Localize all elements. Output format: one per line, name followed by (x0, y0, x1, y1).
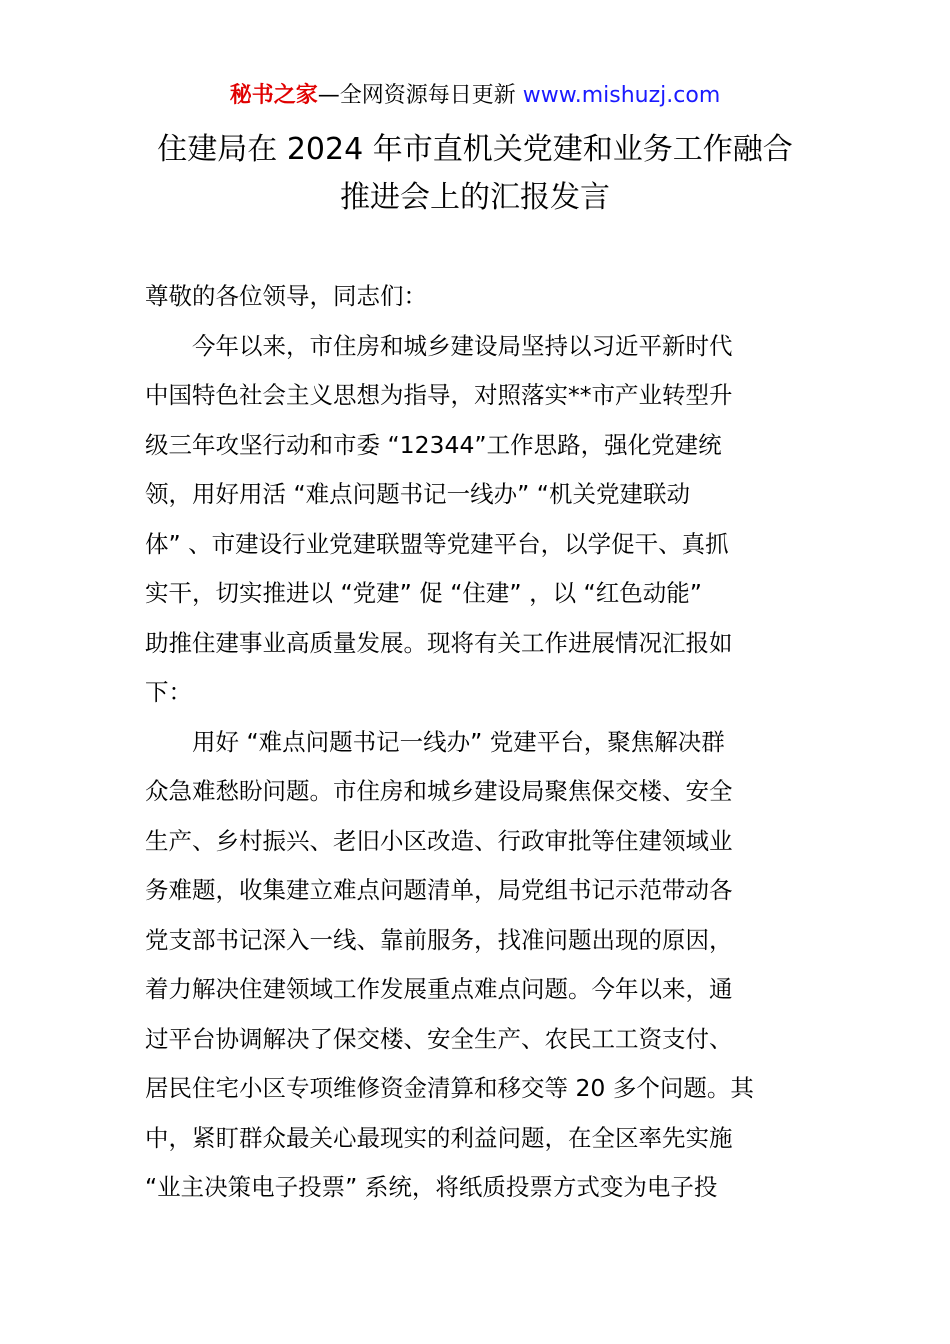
header-tagline: —全网资源每日更新 (317, 83, 523, 108)
body-line: 党支部书记深入一线、靠前服务，找准问题出现的原因， (145, 925, 733, 954)
body-line: 众急难愁盼问题。市住房和城乡建设局聚焦保交楼、安全 (145, 777, 733, 805)
body-line: 中国特色社会主义思想为指导，对照落实**市产业转型升 (145, 381, 733, 409)
site-url-link[interactable]: www.mishuzj.com (522, 83, 721, 108)
document-body (145, 272, 810, 1213)
body-line: 过平台协调解决了保交楼、安全生产、农民工工资支付、 (145, 1024, 733, 1053)
body-line: 助推住建事业高质量发展。现将有关工作进展情况汇报如 (145, 628, 733, 657)
body-line: 今年以来，市住房和城乡建设局坚持以习近平新时代 (145, 331, 733, 360)
brand-name: 秘书之家 (229, 83, 318, 108)
body-line: 体” 、市建设行业党建联盟等党建平台，以学促干、真抓 (145, 529, 729, 558)
body-line: 务难题，收集建立难点问题清单，局党组书记示范带动各 (145, 876, 733, 904)
body-line: 中，紧盯群众最关心最现实的利益问题，在全区率先实施 (145, 1123, 733, 1152)
document-title (100, 126, 850, 222)
salutation: 尊敬的各位领导，同志们： (145, 282, 427, 310)
body-line: 着力解决住建领域工作发展重点难点问题。今年以来，通 (145, 975, 733, 1003)
site-header (0, 80, 950, 112)
title-line-1: 住建局在 2024 年市直机关党建和业务工作融合 (157, 132, 793, 167)
body-line: 实干，切实推进以 “党建” 促 “住建” ，以 “红色动能” (145, 579, 702, 607)
title-line-2: 推进会上的汇报发言 (340, 180, 610, 215)
body-line: 下： (145, 678, 192, 706)
body-line: “业主决策电子投票” 系统，将纸质投票方式变为电子投 (145, 1173, 718, 1201)
body-line: 生产、乡村振兴、老旧小区改造、行政审批等住建领域业 (145, 826, 733, 855)
body-line: 居民住宅小区专项维修资金清算和移交等 20 多个问题。其 (145, 1074, 754, 1102)
body-line: 级三年攻坚行动和市委 “12344”工作思路，强化党建统 (145, 430, 722, 459)
section-heading-line: 用好 “难点问题书记一线办” 党建平台，聚焦解决群 (145, 727, 725, 756)
body-line: 领，用好用活 “难点问题书记一线办” “机关党建联动 (145, 480, 690, 508)
